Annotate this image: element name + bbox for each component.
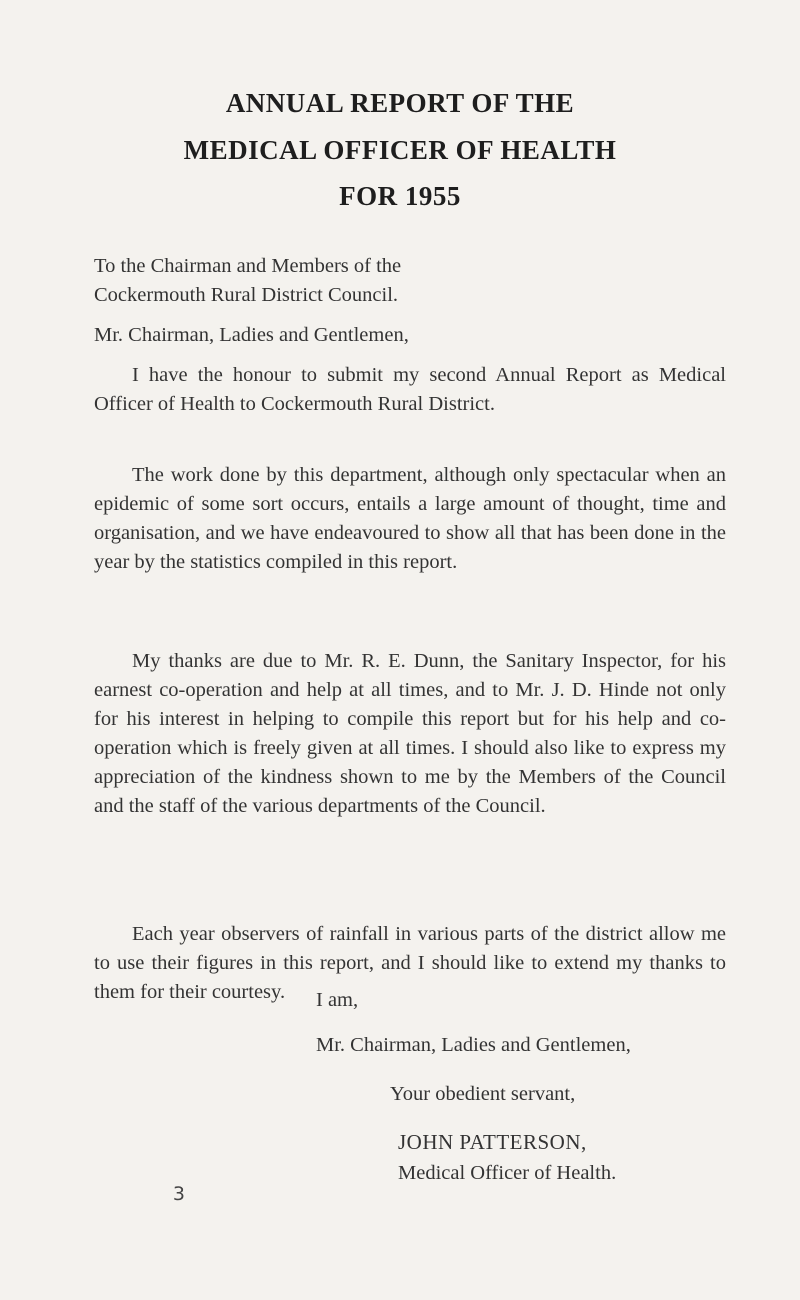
report-title-line-2: MEDICAL OFFICER OF HEALTH: [183, 135, 617, 165]
paragraph-rainfall: Each year observers of rainfall in various parts of the district allow me to use their figures in this report, and I should like to extend my thanks to them for their courtesy.: [94, 923, 726, 1003]
signature-name: JOHN PATTERSON,: [398, 1130, 587, 1154]
paragraph-submission: I have the honour to submit my second Annual Report as Medical Officer of Health to Cockermouth Rural District.: [94, 364, 726, 415]
report-title-line-3: FOR 1955: [339, 181, 461, 211]
address-block: [94, 252, 726, 310]
paragraph-work-done: The work done by this department, although only spectacular when an epidemic of some sort occurs, entails a large amount of thought, time and organisation, and we have endeavoured to show all that has been done in the year by the statistics compiled in this report.: [94, 464, 726, 573]
address-line-1: To the Chairman and Members of the: [94, 255, 402, 277]
address-line-2: Cockermouth Rural District Council.: [94, 284, 399, 306]
closing-valediction: Your obedient servant,: [390, 1083, 576, 1105]
closing-i-am: I am,: [316, 989, 359, 1011]
report-title-line-1: ANNUAL REPORT OF THE: [225, 88, 575, 118]
salutation: Mr. Chairman, Ladies and Gentlemen,: [94, 324, 409, 346]
paragraph-thanks: My thanks are due to Mr. R. E. Dunn, the Sanitary Inspector, for his earnest co-operation and help at all times, and to Mr. J. D. Hinde not only for his interest in helping to compile this report but for his help and co-operation which is freely given at all times. I should also like to express my appreciation of the kindness shown to me by the Members of the Council and the staff of the various departments of the Council.: [94, 650, 726, 817]
closing-salutation: Mr. Chairman, Ladies and Gentlemen,: [316, 1034, 631, 1056]
page-number: 3: [172, 1183, 185, 1205]
signature-title: Medical Officer of Health.: [398, 1162, 617, 1184]
